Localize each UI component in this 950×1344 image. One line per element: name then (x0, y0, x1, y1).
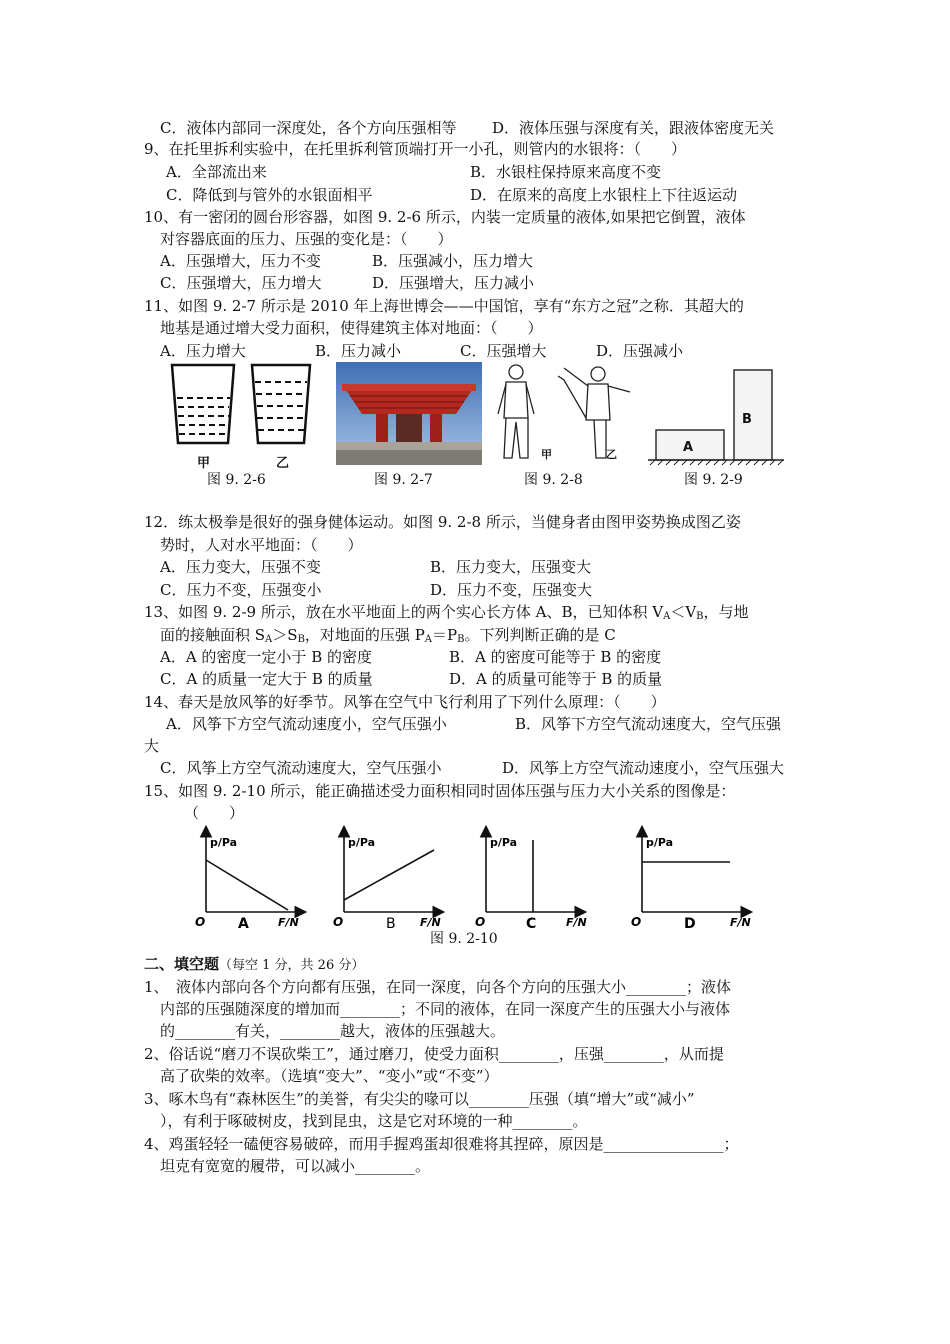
section-2-note: （每空 1 分，共 26 分） (219, 958, 365, 973)
graph-b (333, 828, 442, 930)
q12-stem-line1: 12．练太极拳是很好的强身健体运动。如图 9. 2-8 所示，当健身者由图甲姿势换成图乙姿 (144, 513, 741, 531)
label-yi: 乙 (276, 456, 290, 471)
section-2-title: 二、填空题 (144, 955, 220, 973)
q9-option-a: A．全部流出来 (166, 163, 267, 181)
container-yi (252, 365, 310, 443)
label-jia: 甲 (197, 456, 211, 471)
q13-option-a: A．A 的密度一定小于 B 的密度 (160, 648, 372, 666)
q13-option-c: C．A 的质量一定大于 B 的质量 (160, 670, 373, 688)
q11-option-a: A．压力增大 (160, 342, 246, 360)
block-b (734, 370, 772, 460)
q15-paren: （ ） (184, 804, 245, 822)
fill-2-line2: 高了砍柴的效率。（选填“变大”、“变小”或“不变”） (160, 1067, 499, 1085)
graph-d-letter: D (684, 916, 696, 930)
q9-option-d: D．在原来的高度上水银柱上下往返运动 (470, 186, 738, 204)
person-yi (558, 367, 630, 458)
q12-stem-line2: 势时，人对水平地面：（ ） (160, 536, 363, 554)
q9-stem: 9、在托里拆利实验中，在托里拆利管顶端打开一小孔，则管内的水银将：（ ） (144, 140, 687, 158)
q10-stem-line1: 10、有一密闭的圆台形容器，如图 9. 2-6 所示，内装一定质量的液体,如果把它倒置，液体 (144, 208, 746, 226)
graph-a-ylabel: p/Pa (210, 836, 238, 849)
figure-9-2-9-blocks (646, 368, 786, 468)
fill-3-line1: 3、啄木鸟有“森林医生”的美誉，有尖尖的喙可以________压强（填“增大”或“减小” (144, 1090, 695, 1108)
q12-option-a: A．压力变大，压强不变 (160, 558, 321, 576)
q9-option-c: C．降低到与管外的水银面相平 (166, 186, 373, 204)
figure-9-2-7-china-pavilion (336, 362, 482, 465)
q13-stem-line2: 面的接触面积 $S_A>S_B$，对地面的压强 $P_A=P_B$。下列判断正确的是 C (160, 626, 616, 645)
caption-9-2-7: 图 9. 2-7 (374, 472, 433, 488)
q10-option-b: B．压强减小，压力增大 (372, 252, 534, 270)
graph-c-origin: O (475, 915, 486, 929)
q14-option-d: D．风筝上方空气流动速度小，空气压强大 (502, 759, 785, 777)
fill-1-line1: 1、 液体内部向各个方向都有压强，在同一深度，向各个方向的压强大小________；液体 (144, 978, 732, 996)
q13-option-d: D．A 的质量可能等于 B 的质量 (449, 670, 663, 688)
person-jia (498, 365, 534, 458)
fill-2-line1: 2、俗话说“磨刀不误砍柴工”，通过磨刀，使受力面积________，压强________，从而提 (144, 1045, 724, 1063)
graph-b-origin: O (333, 915, 344, 929)
graph-a-xlabel: F/N (278, 916, 299, 929)
fill-1-line2: 内部的压强随深度的增加而________；不同的液体，在同一深度产生的压强大小与液体 (160, 1000, 731, 1018)
q14-stem: 14、春天是放风筝的好季节。风筝在空气中飞行利用了下列什么原理：（ ） (144, 693, 666, 711)
container-jia (172, 365, 234, 443)
graph-d-origin: O (631, 915, 642, 929)
q11-stem-line1: 11、如图 9. 2-7 所示是 2010 年上海世博会——中国馆，享有“东方之冠”之称．其超大的 (144, 297, 744, 315)
graph-a (195, 828, 304, 930)
graph-a-letter: A (238, 916, 249, 930)
q15-stem: 15、如图 9. 2-10 所示，能正确描述受力面积相同时固体压强与压力大小关系的图像是： (144, 782, 736, 800)
fill-3-line2: ），有利于啄破树皮，找到昆虫，这是它对环境的一种________。 (160, 1112, 588, 1130)
section-2-heading (144, 954, 364, 976)
q10-stem-line2: 对容器底面的压力、压强的变化是：（ ） (160, 230, 453, 248)
q14-option-b: B．风筝下方空气流动速度大，空气压强 (515, 715, 782, 733)
graph-d-ylabel: p/Pa (646, 836, 674, 849)
graph-a-origin: O (195, 915, 206, 929)
label-block-a: A (683, 440, 694, 455)
graph-c-letter: C (526, 916, 537, 930)
q14-option-a: A．风筝下方空气流动速度小，空气压强小 (166, 715, 447, 733)
q14-option-c: C．风筝上方空气流动速度大，空气压强小 (160, 759, 442, 777)
q10-option-a: A．压强增大，压力不变 (160, 252, 321, 270)
q9-option-b: B．水银柱保持原来高度不变 (470, 163, 662, 181)
q8-option-c: C．液体内部同一深度处，各个方向压强相等 (160, 119, 457, 137)
figure-9-2-6-containers (160, 360, 325, 472)
q14-option-b-wrap: 大 (144, 737, 160, 755)
caption-9-2-6: 图 9. 2-6 (207, 472, 266, 488)
caption-9-2-9: 图 9. 2-9 (684, 472, 743, 488)
graph-c-xlabel: F/N (566, 916, 587, 929)
graph-b-ylabel: p/Pa (348, 836, 376, 849)
graph-a-line (206, 860, 288, 910)
graph-b-xlabel: F/N (420, 916, 441, 929)
q12-option-b: B．压力变大，压强变大 (430, 558, 592, 576)
graph-c-ylabel: p/Pa (490, 836, 518, 849)
caption-9-2-8: 图 9. 2-8 (524, 472, 583, 488)
graph-b-letter: B (386, 916, 396, 930)
q11-option-b: B．压力减小 (315, 342, 402, 360)
label-yi-8: 乙 (606, 448, 617, 461)
fill-1-line3: 的________有关，________越大，液体的压强越大。 (160, 1022, 506, 1040)
graph-d (631, 828, 751, 930)
q13-stem-line1: 13、如图 9. 2-9 所示，放在水平地面上的两个实心长方体 A、B，已知体积 $V_A<V_B$，与地 (144, 603, 749, 622)
q11-option-c: C．压强增大 (460, 342, 547, 360)
graph-d-xlabel: F/N (730, 916, 751, 929)
fill-4-line2: 坦克有宽宽的履带，可以减小________。 (160, 1157, 431, 1175)
fill-4-line1: 4、鸡蛋轻轻一磕便容易破碎，而用手握鸡蛋却很难将其捏碎，原因是________________； (144, 1135, 739, 1153)
q10-option-c: C．压强增大，压力增大 (160, 274, 322, 292)
label-block-b: B (742, 412, 752, 427)
q12-option-d: D．压力不变，压强变大 (430, 581, 593, 599)
graph-c (475, 828, 587, 930)
q11-option-d: D．压强减小 (596, 342, 684, 360)
q12-option-c: C．压力不变，压强变小 (160, 581, 322, 599)
figure-9-2-10-graphs (180, 820, 780, 930)
label-jia-8: 甲 (541, 448, 552, 461)
q11-stem-line2: 地基是通过增大受力面积，使得建筑主体对地面：（ ） (160, 319, 543, 337)
graph-b-line (344, 850, 434, 900)
caption-9-2-10: 图 9. 2-10 (430, 931, 498, 947)
q8-option-d: D．液体压强与深度有关，跟液体密度无关 (492, 119, 775, 137)
q10-option-d: D．压强增大，压力减小 (372, 274, 535, 292)
q13-option-b: B．A 的密度可能等于 B 的密度 (449, 648, 662, 666)
